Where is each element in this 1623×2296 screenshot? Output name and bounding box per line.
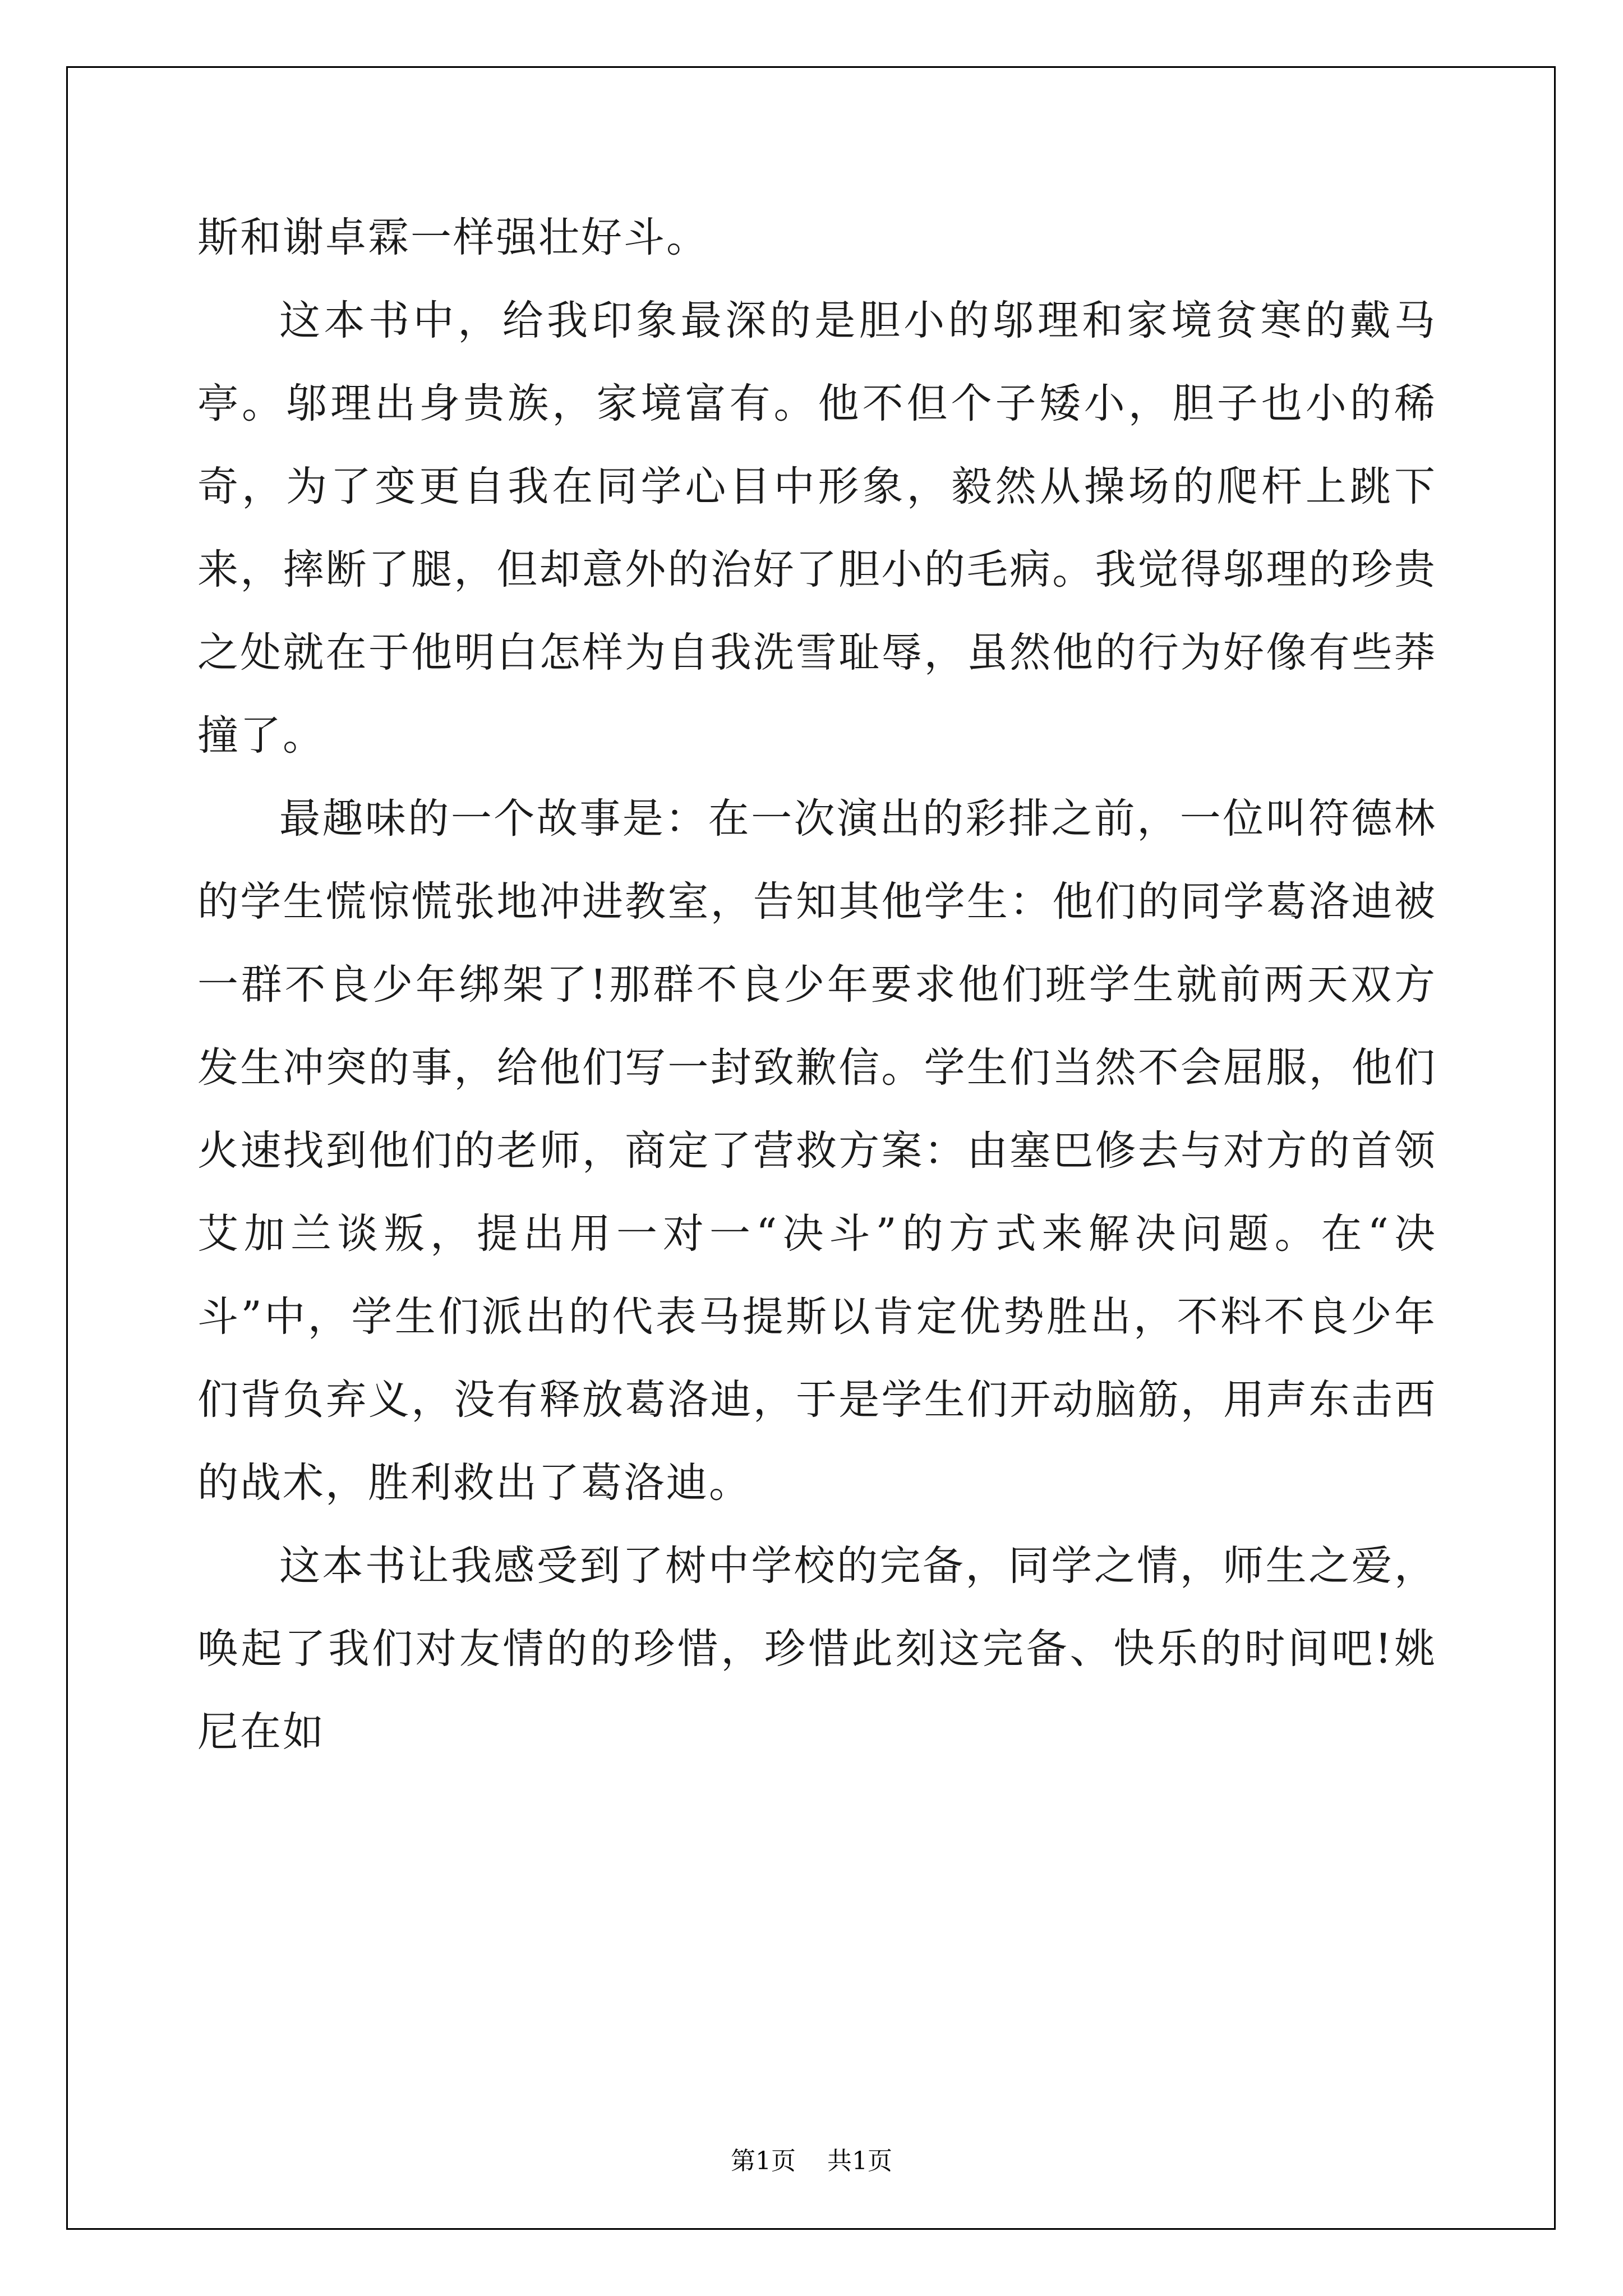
paragraph-2: 这本书中，给我印象最深的是胆小的邬理和家境贫寒的戴马亭。邬理出身贵族，家境富有。他不但个子矮小，胆子也小的稀奇，为了变更自我在同学心目中形象，毅然从操场的爬杆上跳下来，摔断了腿，但却意外的治好了胆小的毛病。我觉得邬理的珍贵之处就在于他明白怎样为自我洗雪耻辱，虽然他的行为好像有些莽撞了。 <box>197 297 1437 760</box>
document-body <box>197 196 1437 1774</box>
page-number: 第1页 <box>731 2147 796 2175</box>
page-footer <box>0 2141 1623 2177</box>
page-total: 共1页 <box>827 2147 892 2175</box>
paragraph-1: 斯和谢卓霖一样强壮好斗。 <box>197 214 709 261</box>
paragraph-3: 最趣味的一个故事是：在一次演出的彩排之前，一位叫符德林的学生慌惊慌张地冲进教室，告知其他学生：他们的同学葛洛迪被一群不良少年绑架了!那群不良少年要求他们班学生就前两天双方发生冲突的事，给他们写一封致歉信。学生们当然不会屈服，他们火速找到他们的老师，商定了营救方案：由塞巴修去与对方的首领艾加兰谈叛，提出用一对一“决斗”的方式来解决问题。在“决斗”中，学生们派出的代表马提斯以肯定优势胜出，不料不良少年们背负弃义，没有释放葛洛迪，于是学生们开动脑筋，用声东击西的战术，胜利救出了葛洛迪。 <box>197 795 1437 1507</box>
paragraph-4: 这本书让我感受到了树中学校的完备，同学之情，师生之爱，唤起了我们对友情的的珍惜，珍惜此刻这完备、快乐的时间吧!姚尼在如 <box>197 1542 1437 1756</box>
